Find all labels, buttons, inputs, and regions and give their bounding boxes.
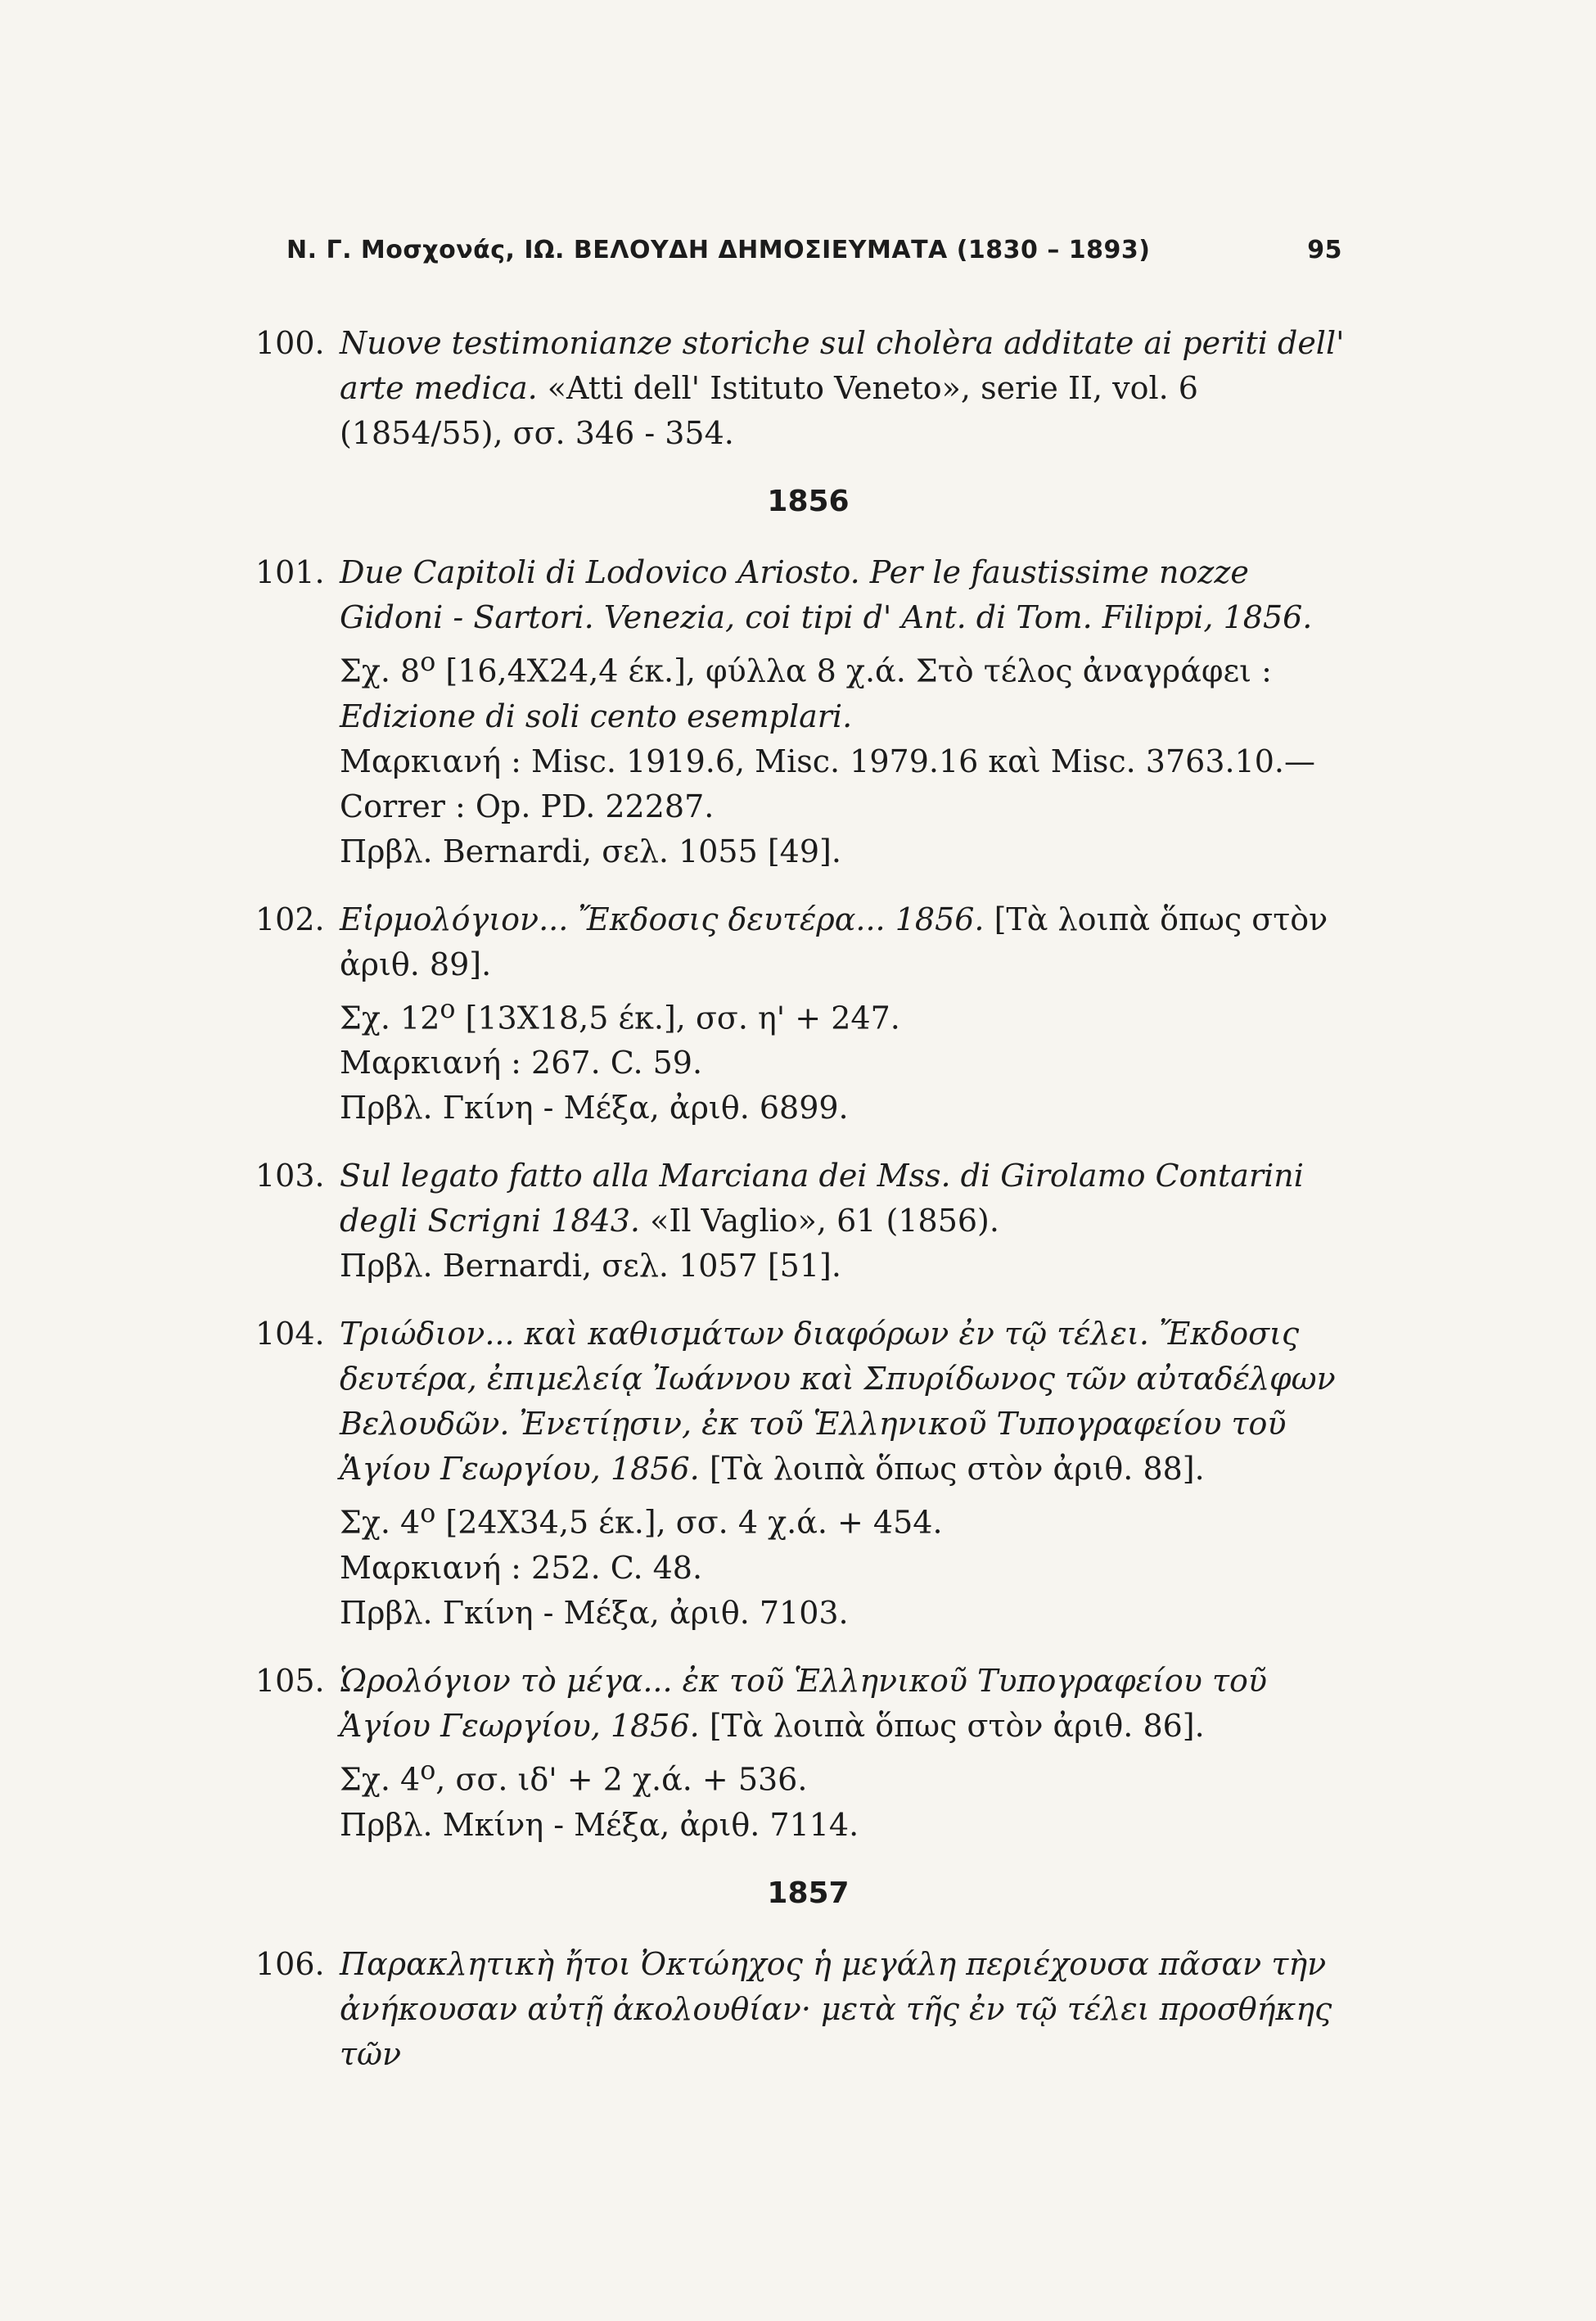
reference-line: Πρβλ. Γκίνη - Μέξα, ἀριθ. 6899.	[340, 1090, 849, 1127]
running-title: Ν. Γ. Μοσχονάς, ΙΩ. ΒΕΛΟΥΔΗ ΔΗΜΟΣΙΕΥΜΑΤΑ (1830 – 1893)	[286, 236, 1151, 264]
format-line: Σχ. $8^o$ [16,4Χ24,4 έκ.], φύλλα 8 χ.ά. Στὸ τέλος ἀναγράφει : Edizione di soli cento esemplari.	[340, 648, 1272, 734]
entry-source: [Τὰ λοιπὰ ὅπως στὸν ἀριθ. 89].	[340, 901, 1328, 982]
entry-citation	[340, 1659, 1346, 1749]
entry-title: Due Capitoli di Lodovico Ariosto. Per le faustissime nozze Gidoni - Sartori. Venezia, coi tipi d' Ant. di Tom. Filippi, 1856.	[340, 554, 1313, 635]
entry-citation	[340, 897, 1346, 987]
holdings-line: Μαρκιανή : Misc. 1919.6, Misc. 1979.16 καὶ Misc. 3763.10.— Correr : Op. PD. 22287.	[340, 743, 1316, 824]
entry-source: [Τὰ λοιπὰ ὅπως στὸν ἀριθ. 86].	[699, 1707, 1205, 1744]
entry-title: Nuove testimonianze storiche sul cholèra additate ai periti dell' arte medica.	[340, 325, 1345, 406]
entry-number: 103.	[255, 1158, 325, 1194]
entry-source: [Τὰ λοιπὰ ὅπως στὸν ἀριθ. 88].	[699, 1451, 1205, 1488]
page-number: 95	[1307, 236, 1342, 264]
entry-citation	[340, 1312, 1346, 1492]
entry-101	[255, 550, 1346, 874]
format-line: Σχ. $4^o$, σσ. ιδ' + 2 χ.ά. + 536.	[340, 1755, 808, 1798]
entry-number: 104.	[255, 1316, 325, 1352]
entry-source: «Atti dell' Istituto Veneto», serie II, vol. 6 (1854/55), σσ. 346 - 354.	[340, 370, 1198, 451]
reference-line: Πρβλ. Γκίνη - Μέξα, ἀριθ. 7103.	[340, 1594, 849, 1631]
entry-100	[255, 321, 1346, 456]
entry-number: 100.	[255, 325, 325, 361]
reference-line: Πρβλ. Bernardi, σελ. 1057 [51].	[340, 1248, 841, 1285]
year-heading: 1857	[767, 1876, 850, 1910]
entry-citation	[340, 1154, 1346, 1244]
holdings-line: Μαρκιανή : 252. C. 48.	[340, 1549, 703, 1586]
entry-number: 106.	[255, 1945, 325, 1982]
holdings-line: Μαρκιανή : 267. C. 59.	[340, 1045, 703, 1081]
entry-title: Εἱρμολόγιον... Ἔκδοσις δευτέρα... 1856.	[340, 901, 985, 937]
entry-source: «Il Vaglio», 61 (1856).	[639, 1203, 999, 1240]
entry-title: Παρακλητικὴ ἤτοι Ὀκτώηχος ἡ μεγάλη περιέχουσα πᾶσαν τὴν ἀνήκουσαν αὐτῇ ἀκολουθίαν· μετὰ τῆς ἐν τῷ τέλει προσθήκης τῶν	[340, 1945, 1332, 2072]
entry-citation	[340, 321, 1346, 456]
format-line: Σχ. $4^o$ [24Χ34,5 έκ.], σσ. 4 χ.ά. + 454.	[340, 1499, 943, 1541]
colophon-note: Edizione di soli cento esemplari.	[340, 698, 853, 734]
bibliography-list	[255, 321, 1346, 2100]
reference-line: Πρβλ. Μκίνη - Μέξα, ἀριθ. 7114.	[340, 1806, 859, 1843]
entry-number: 105.	[255, 1662, 325, 1699]
entry-106	[255, 1942, 1346, 2077]
entry-104	[255, 1312, 1346, 1636]
entry-citation	[340, 1942, 1346, 2077]
entry-number: 101.	[255, 554, 325, 590]
reference-line: Πρβλ. Bernardi, σελ. 1055 [49].	[340, 833, 841, 869]
format-line: Σχ. $12^o$ [13Χ18,5 έκ.], σσ. η' + 247.	[340, 994, 900, 1036]
entry-103	[255, 1154, 1346, 1289]
entry-title: Ὡρολόγιον τὸ μέγα... ἐκ τοῦ Ἑλληνικοῦ Τυπογραφείου τοῦ Ἁγίου Γεωργίου, 1856.	[340, 1662, 1267, 1744]
entry-105	[255, 1659, 1346, 1848]
entry-title: Sul legato fatto alla Marciana dei Mss. di Girolamo Contarini degli Scrigni 1843.	[340, 1158, 1304, 1240]
entry-title: Τριώδιον... καὶ καθισμάτων διαφόρων ἐν τῷ τέλει. Ἔκδοσις δευτέρα, ἐπιμελείᾳ Ἰωάννου καὶ Σπυρίδωνος τῶν αὐταδέλφων Βελουδῶν. Ἐνετίῃσιν, ἐκ τοῦ Ἑλληνικοῦ Τυπογραφείου τοῦ Ἁγίου Γεωργίου, 1856.	[340, 1316, 1336, 1488]
running-head	[286, 236, 1342, 264]
entry-citation	[340, 550, 1346, 640]
year-heading: 1856	[767, 485, 850, 518]
entry-number: 102.	[255, 901, 325, 937]
entry-102	[255, 897, 1346, 1131]
